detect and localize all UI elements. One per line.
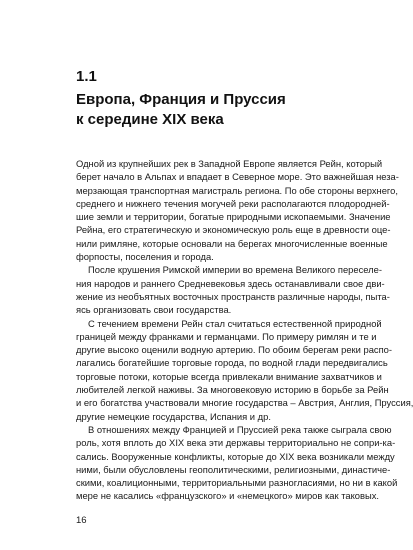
paragraph — [76, 157, 399, 263]
text-line: другие высоко оценили водную артерию. По обоим берегам реки распо- — [76, 344, 393, 356]
text-line: В отношениях между Францией и Пруссией река также сыграла свою — [88, 423, 392, 435]
text-line: другие немецкие государства, Испания и др. — [76, 410, 271, 422]
chapter-title-line: к середине XIX века — [76, 111, 224, 128]
text-line: ясь организовать свои государства. — [76, 304, 232, 316]
text-line: лагались богатейшие торговые города, по водной глади передвигались — [76, 357, 388, 369]
paragraph — [76, 263, 390, 316]
text-line: форпосты, поселения и города. — [76, 251, 214, 263]
chapter-title-line: Европа, Франция и Пруссия — [76, 91, 286, 108]
text-line: скими, коалиционными, территориальными разногласиями, но ни в какой — [76, 477, 398, 489]
text-line: ния народов и раннего Средневековья здесь останавливали свое дви- — [76, 277, 385, 289]
text-line: нили римляне, которые основали на берегах многочисленные военные — [76, 237, 388, 249]
text-line: торговые потоки, которые всегда привлекали внимание захватчиков и — [76, 370, 382, 382]
chapter-title — [76, 90, 376, 130]
text-line: среднего и нижнего течения могучей реки располагаются плодородней- — [76, 197, 390, 209]
text-line: любителей легкой наживы. За многовековую историю в борьбе за Рейн — [76, 384, 389, 396]
text-line: сались. Вооруженные конфликты, которые до XIX века возникали между — [76, 450, 395, 462]
text-line: Рейна, его стратегическую и экономическую роль еще в древности оце- — [76, 224, 391, 236]
text-line: мерзающая транспортная магистраль региона. По обе стороны верхнего, — [76, 184, 398, 196]
text-line: мере не касались «французского» и «немецкого» миров как таковых. — [76, 490, 380, 502]
text-line: роль, хотя вплоть до XIX века эти державы территориально не сопри-ка- — [76, 437, 396, 449]
body-text — [76, 157, 413, 503]
chapter-number: 1.1 — [76, 68, 97, 85]
text-line: После крушения Римской империи во времена Великого переселе- — [88, 264, 382, 276]
text-line: и его богатства участвовали многие государства – Австрия, Англия, Пруссия, — [76, 397, 413, 409]
page-number: 16 — [76, 515, 87, 526]
text-line: шие земли и территории, богатые природными ископаемыми. Значение — [76, 211, 391, 223]
text-line: Одной из крупнейших рек в Западной Европе является Рейн, который — [76, 158, 383, 169]
text-line: ними, были обусловлены геополитическими, религиозными, династиче- — [76, 463, 391, 475]
paragraph — [76, 423, 398, 503]
text-line: жение из необъятных восточных пространств различные народы, пыта- — [76, 290, 390, 302]
text-line: С течением времени Рейн стал считаться естественной природной — [88, 317, 382, 329]
text-line: границей между франками и германцами. По примеру римлян и те и — [76, 330, 377, 342]
text-line: берет начало в Альпах и впадает в Северное море. Это важнейшая неза- — [76, 171, 399, 183]
paragraph — [76, 317, 413, 423]
